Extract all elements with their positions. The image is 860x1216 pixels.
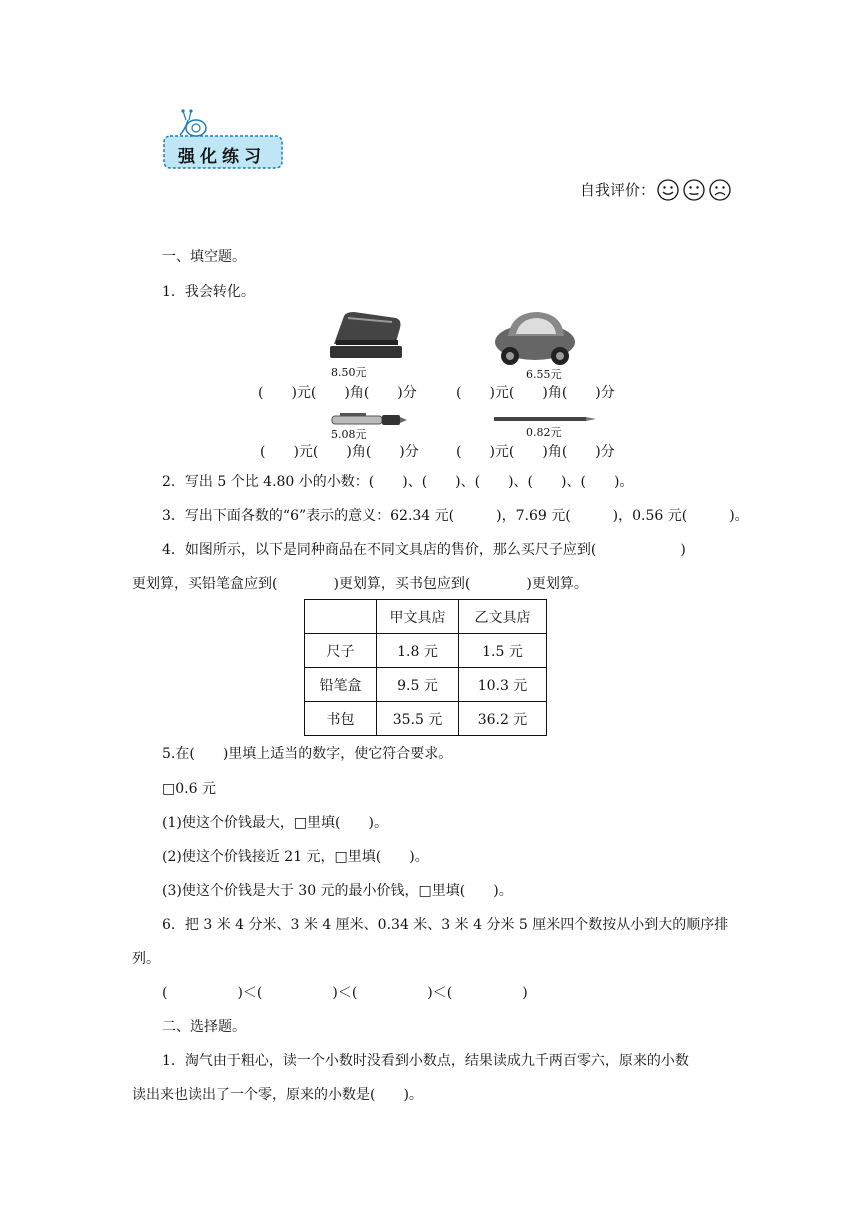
q5-sub1[interactable]: (1)使这个价钱最大，□里填( )。: [162, 815, 388, 831]
q1-blank-row-3[interactable]: ( )元( )角( )分: [260, 444, 419, 460]
table-cell: 36.2 元: [459, 702, 547, 736]
toy-car-price: 6.55元: [526, 368, 562, 381]
neutral-face-icon[interactable]: [684, 180, 704, 200]
q6-text-line1: 6．把 3 米 4 分米、3 米 4 厘米、0.34 米、3 米 4 分米 5 厘米四个数按从小到大的顺序排: [162, 917, 729, 933]
stapler-image: [326, 308, 404, 362]
section1-title: 一、填空题。: [162, 249, 246, 265]
table-row: [305, 702, 547, 736]
q1-blank-row-4[interactable]: ( )元( )角( )分: [456, 444, 615, 460]
s2-q1-text-line2[interactable]: 读出来也读出了一个零，原来的小数是( )。: [132, 1087, 423, 1103]
stapler-price: 8.50元: [331, 366, 367, 379]
table-header-cell: 甲文具店: [377, 600, 459, 634]
table-cell: 9.5 元: [377, 668, 459, 702]
table-cell: 1.5 元: [459, 634, 547, 668]
pencil-price: 0.82元: [526, 426, 562, 439]
self-eval-faces: [656, 178, 734, 202]
pen-price: 5.08元: [331, 428, 367, 441]
table-cell: 1.8 元: [377, 634, 459, 668]
price-table: [304, 599, 547, 736]
q5-price: □0.6 元: [162, 781, 216, 797]
q4-text-line2[interactable]: 更划算，买铅笔盒应到( )更划算，买书包应到( )更划算。: [132, 576, 588, 592]
table-header-row: [305, 600, 547, 634]
toy-car-image: [490, 306, 580, 368]
q1-blank-row-2[interactable]: ( )元( )角( )分: [456, 385, 615, 401]
smile-face-icon[interactable]: [658, 180, 678, 200]
table-cell: 铅笔盒: [305, 668, 377, 702]
table-row: [305, 668, 547, 702]
q4-text-line1[interactable]: 4．如图所示，以下是同种商品在不同文具店的售价，那么买尺子应到( ): [162, 542, 686, 558]
sad-face-icon[interactable]: [710, 180, 730, 200]
pencil-image: [492, 414, 598, 424]
banner-title: 强化练习: [178, 147, 266, 167]
s2-q1-text-line1: 1．淘气由于粗心，读一个小数时没看到小数点，结果读成九千两百零六，原来的小数: [162, 1053, 689, 1069]
q5-label[interactable]: 5.在( )里填上适当的数字，使它符合要求。: [162, 746, 453, 762]
pen-image: [328, 410, 408, 430]
q5-sub3[interactable]: (3)使这个价钱是大于 30 元的最小价钱，□里填( )。: [162, 883, 513, 899]
q1-blank-row-1[interactable]: ( )元( )角( )分: [258, 385, 417, 401]
q6-text-line2: 列。: [132, 951, 160, 967]
q1-label: 1．我会转化。: [162, 284, 255, 300]
table-cell: 尺子: [305, 634, 377, 668]
table-cell: 书包: [305, 702, 377, 736]
self-eval-label: 自我评价：: [580, 181, 656, 199]
q3-text[interactable]: 3．写出下面各数的“6”表示的意义：62.34 元( )，7.69 元( )，0.56 元( )。: [162, 508, 749, 524]
q2-text[interactable]: 2．写出 5 个比 4.80 小的小数：( )、( )、( )、( )、( )。: [162, 474, 634, 490]
table-header-cell: 乙文具店: [459, 600, 547, 634]
snail-icon: [176, 108, 210, 138]
q5-sub2[interactable]: (2)使这个价钱接近 21 元，□里填( )。: [162, 849, 429, 865]
table-cell: 10.3 元: [459, 668, 547, 702]
table-cell: 35.5 元: [377, 702, 459, 736]
q6-blanks[interactable]: ( )＜( )＜( )＜( ): [162, 985, 528, 1001]
table-row: [305, 634, 547, 668]
section2-title: 二、选择题。: [162, 1019, 246, 1035]
table-header-cell: [305, 600, 377, 634]
